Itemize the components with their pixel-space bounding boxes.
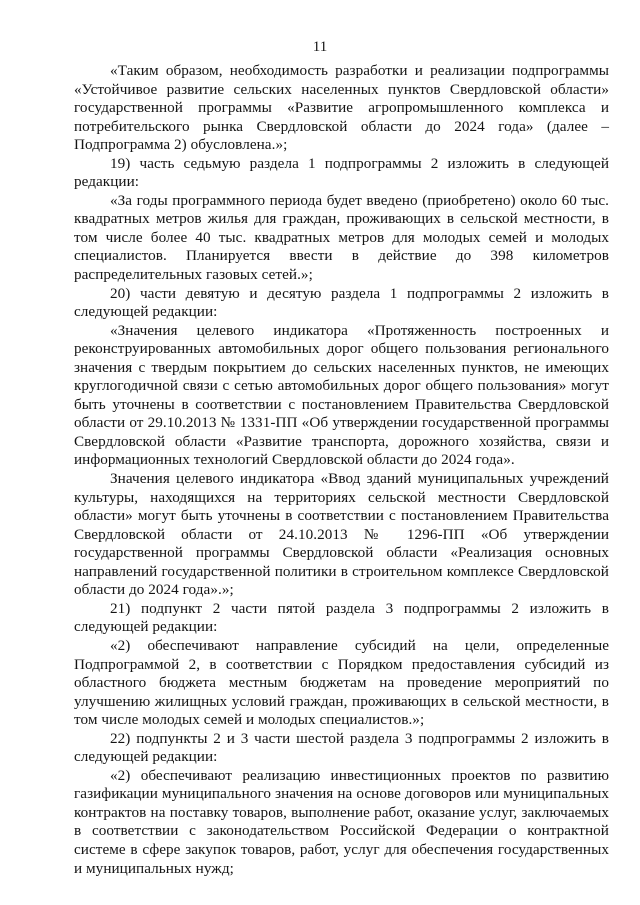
page-number: 11 [312, 39, 328, 55]
paragraph-1: «Таким образом, необходимость разработки и реализации подпрограммы «Устойчивое развитие сельских населенных пунктов Свердловской области» государственной программы «Развитие агропромышленного комплекса и потребительского рынка Свердловской области до 2024 года» (далее – Подпрограмма 2) обусловлена.»; [74, 62, 609, 154]
paragraph-4: 20) части девятую и десятую раздела 1 подпрограммы 2 изложить в следующей редакции: [74, 284, 609, 321]
paragraph-10: «2) обеспечивают реализацию инвестиционных проектов по развитию газификации муниципального значения на основе договоров или муниципальных контрактов на поставку товаров, выполнение работ, оказание услуг, заключаемых в соответствии с законодательством Российской Федерации о контрактной системе в сфере закупок товаров, работ, услуг для обеспечения государственных и муниципальных нужд; [74, 766, 609, 877]
paragraph-8: «2) обеспечивают направление субсидий на цели, определенные Подпрограммой 2, в соответствии с Порядком предоставления субсидий из областного бюджета местным бюджетам на проведение мероприятий по улучшению жилищных условий граждан, проживающих в сельской местности, в том числе молодых семей и молодых специалистов.»; [74, 636, 609, 729]
document-body [74, 62, 609, 878]
paragraph-3: «За годы программного периода будет введено (приобретено) около 60 тыс. квадратных метров жилья для граждан, проживающих в сельской местности, в том числе более 40 тыс. квадратных метров для молодых семей и молодых специалистов. Планируется ввести в действие до 398 километров распределительных газовых сетей.»; [74, 191, 609, 284]
paragraph-6: Значения целевого индикатора «Ввод зданий муниципальных учреждений культуры, находящихся на территориях сельской местности Свердловской области» могут быть уточнены в соответствии с постановлением Правительства Свердловской области от 24.10.2013 № 1296-ПП «Об утверждении государственной программы Свердловской области «Реализация основных направлений государственной политики в строительном комплексе Свердловской области до 2024 года».»; [74, 470, 609, 599]
paragraph-5: «Значения целевого индикатора «Протяженность построенных и реконструированных автомобильных дорог общего пользования регионального значения с твердым покрытием до сельских населенных пунктов, не имеющих круглогодичной связи с сетью автомобильных дорог общего пользования» могут быть уточнены в соответствии с постановлением Правительства Свердловской области от 29.10.2013 № 1331-ПП «Об утверждении государственной программы Свердловской области «Развитие транспорта, дорожного хозяйства, связи и информационных технологий Свердловской области до 2024 года». [74, 321, 609, 469]
paragraph-2: 19) часть седьмую раздела 1 подпрограммы 2 изложить в следующей редакции: [74, 154, 609, 191]
paragraph-7: 21) подпункт 2 части пятой раздела 3 подпрограммы 2 изложить в следующей редакции: [74, 599, 609, 636]
paragraph-9: 22) подпункты 2 и 3 части шестой раздела 3 подпрограммы 2 изложить в следующей редакции: [74, 729, 609, 766]
